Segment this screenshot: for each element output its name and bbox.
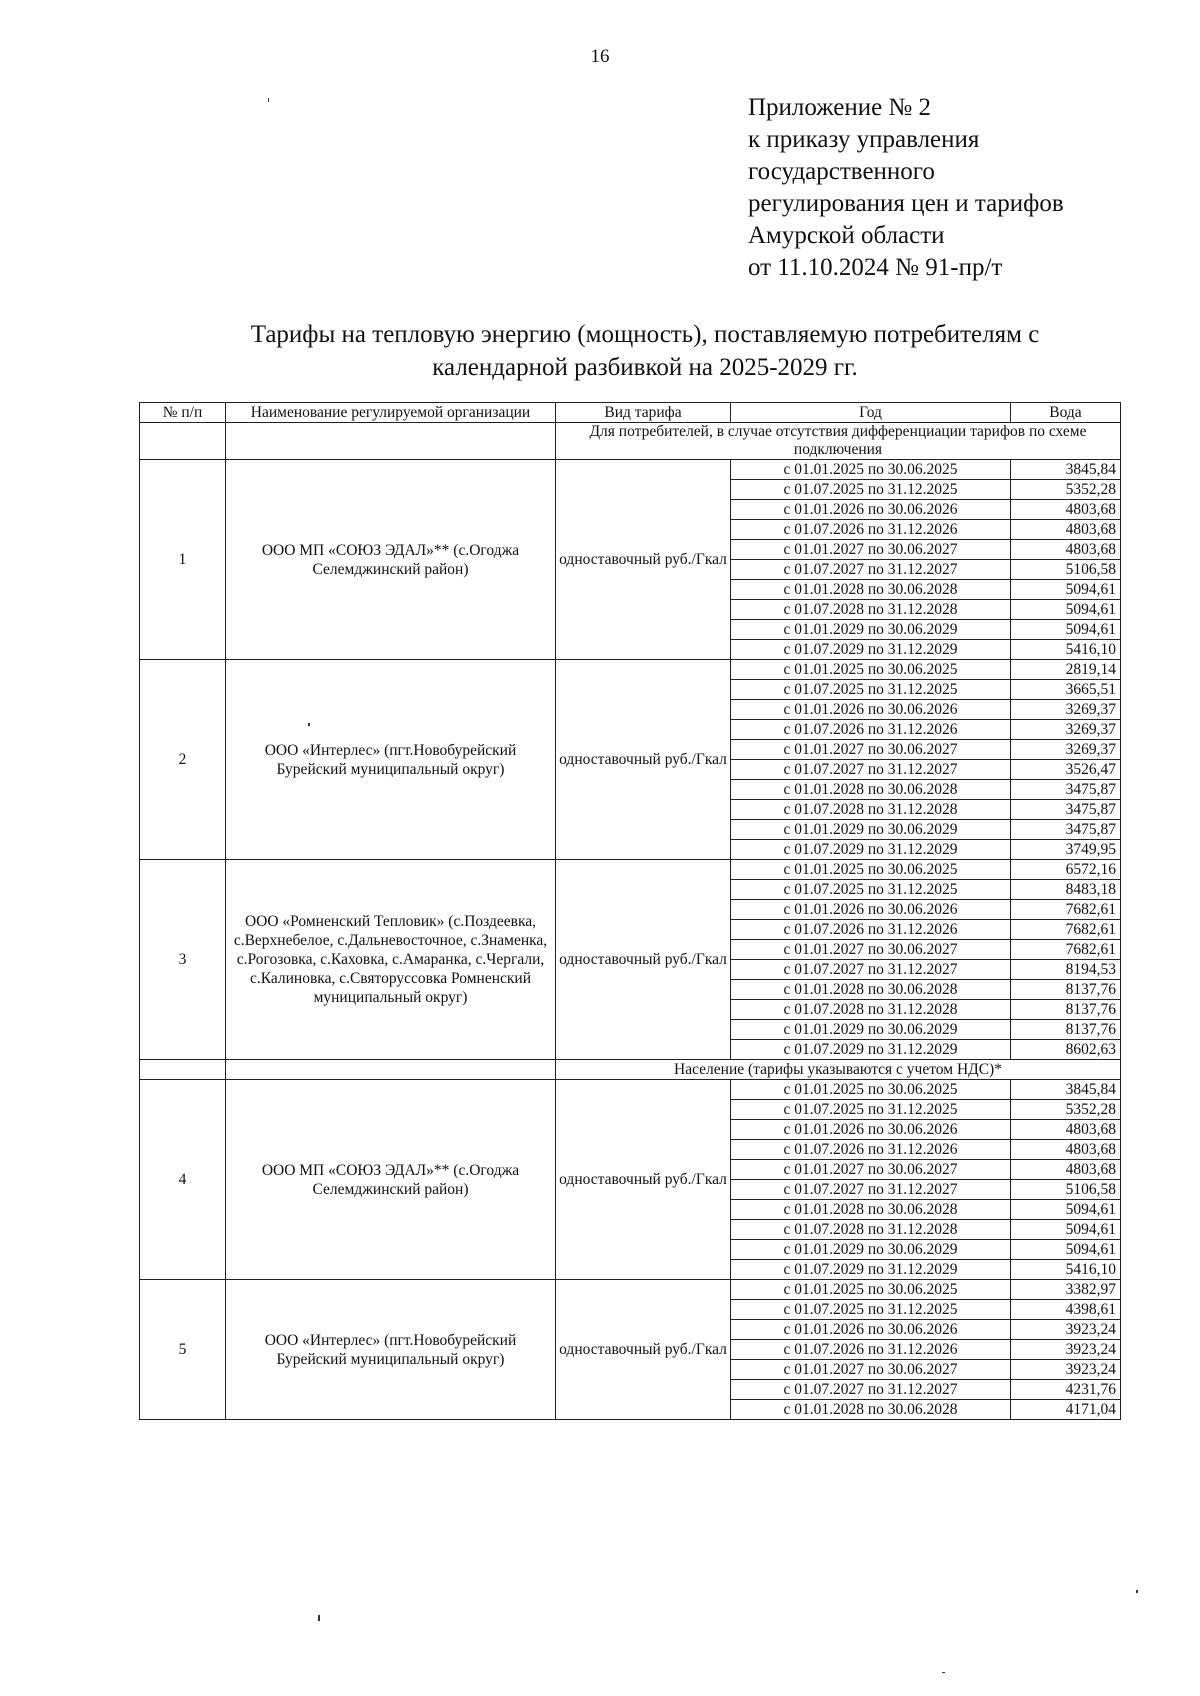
row-number: 3 [140, 860, 226, 1060]
period-cell: с 01.07.2025 по 31.12.2025 [731, 1300, 1011, 1320]
period-cell: с 01.01.2025 по 30.06.2025 [731, 460, 1011, 480]
water-value-cell: 7682,61 [1011, 920, 1121, 940]
row-number: 5 [140, 1280, 226, 1420]
table-row [140, 1080, 1121, 1100]
header-type: Вид тарифа [556, 403, 731, 423]
section-row [140, 423, 1121, 460]
water-value-cell: 5094,61 [1011, 1240, 1121, 1260]
appendix-line: государственного [748, 158, 935, 185]
appendix-line: регулирования цен и тарифов [748, 190, 1064, 217]
water-value-cell: 8137,76 [1011, 1000, 1121, 1020]
water-value-cell: 6572,16 [1011, 860, 1121, 880]
scan-speck [942, 1672, 945, 1673]
appendix-line: Приложение № 2 [748, 94, 932, 121]
period-cell: с 01.01.2027 по 30.06.2027 [731, 540, 1011, 560]
organization-name: ООО «Интерлес» (пгт.Новобурейский Бурейский муниципальный округ) [226, 660, 556, 860]
organization-name: ООО «Ромненский Тепловик» (с.Поздеевка, с.Верхнебелое, с.Дальневосточное, с.Знаменка, с.Рогозовка, с.Каховка, с.Амаранка, с.Чергали, с.Калиновка, с.Святоруссовка Ромненский муниципальный округ) [226, 860, 556, 1060]
water-value-cell: 5416,10 [1011, 640, 1121, 660]
period-cell: с 01.01.2027 по 30.06.2027 [731, 940, 1011, 960]
header-year: Год [731, 403, 1011, 423]
period-cell: с 01.07.2028 по 31.12.2028 [731, 1220, 1011, 1240]
period-cell: с 01.07.2025 по 31.12.2025 [731, 880, 1011, 900]
water-value-cell: 4803,68 [1011, 1140, 1121, 1160]
appendix-block [748, 92, 1064, 284]
water-value-cell: 4803,68 [1011, 520, 1121, 540]
tariff-type: одноставочный руб./Гкал [556, 1080, 731, 1280]
period-cell: с 01.01.2025 по 30.06.2025 [731, 860, 1011, 880]
table-row [140, 660, 1121, 680]
period-cell: с 01.01.2027 по 30.06.2027 [731, 1360, 1011, 1380]
table-row [140, 460, 1121, 480]
water-value-cell: 3923,24 [1011, 1340, 1121, 1360]
water-value-cell: 5352,28 [1011, 1100, 1121, 1120]
appendix-line: к приказу управления [748, 126, 980, 153]
water-value-cell: 8137,76 [1011, 980, 1121, 1000]
period-cell: с 01.07.2028 по 31.12.2028 [731, 600, 1011, 620]
period-cell: с 01.01.2027 по 30.06.2027 [731, 1160, 1011, 1180]
period-cell: с 01.07.2026 по 31.12.2026 [731, 1140, 1011, 1160]
water-value-cell: 5352,28 [1011, 480, 1121, 500]
period-cell: с 01.07.2025 по 31.12.2025 [731, 680, 1011, 700]
title-line: Тарифы на тепловую энергию (мощность), поставляемую потребителям с [250, 321, 1040, 348]
water-value-cell: 4398,61 [1011, 1300, 1121, 1320]
water-value-cell: 8483,18 [1011, 880, 1121, 900]
water-value-cell: 8602,63 [1011, 1040, 1121, 1060]
water-value-cell: 3845,84 [1011, 460, 1121, 480]
section-row [140, 1060, 1121, 1080]
tariff-type: одноставочный руб./Гкал [556, 1280, 731, 1420]
water-value-cell: 8194,53 [1011, 960, 1121, 980]
water-value-cell: 3749,95 [1011, 840, 1121, 860]
water-value-cell: 3269,37 [1011, 720, 1121, 740]
section-label: Население (тарифы указываются с учетом НДС)* [556, 1060, 1121, 1080]
water-value-cell: 5106,58 [1011, 560, 1121, 580]
organization-name: ООО МП «СОЮЗ ЭДАЛ»** (с.Огоджа Селемджинский район) [226, 460, 556, 660]
scan-speck [1136, 1590, 1138, 1593]
water-value-cell: 3845,84 [1011, 1080, 1121, 1100]
water-value-cell: 3269,37 [1011, 700, 1121, 720]
period-cell: с 01.01.2029 по 30.06.2029 [731, 1020, 1011, 1040]
water-value-cell: 5094,61 [1011, 1200, 1121, 1220]
water-value-cell: 4171,04 [1011, 1400, 1121, 1420]
water-value-cell: 4803,68 [1011, 540, 1121, 560]
period-cell: с 01.01.2025 по 30.06.2025 [731, 1280, 1011, 1300]
scan-speck [308, 723, 310, 726]
organization-name: ООО «Интерлес» (пгт.Новобурейский Бурейский муниципальный округ) [226, 1280, 556, 1420]
period-cell: с 01.07.2029 по 31.12.2029 [731, 1260, 1011, 1280]
period-cell: с 01.01.2029 по 30.06.2029 [731, 620, 1011, 640]
period-cell: с 01.01.2028 по 30.06.2028 [731, 780, 1011, 800]
period-cell: с 01.07.2028 по 31.12.2028 [731, 1000, 1011, 1020]
period-cell: с 01.07.2026 по 31.12.2026 [731, 1340, 1011, 1360]
period-cell: с 01.01.2028 по 30.06.2028 [731, 980, 1011, 1000]
period-cell: с 01.01.2026 по 30.06.2026 [731, 1120, 1011, 1140]
section-empty-cell [140, 1060, 226, 1080]
period-cell: с 01.07.2029 по 31.12.2029 [731, 840, 1011, 860]
page-number: 16 [590, 46, 610, 67]
period-cell: с 01.07.2027 по 31.12.2027 [731, 560, 1011, 580]
period-cell: с 01.07.2029 по 31.12.2029 [731, 1040, 1011, 1060]
header-org: Наименование регулируемой организации [226, 403, 556, 423]
period-cell: с 01.07.2025 по 31.12.2025 [731, 1100, 1011, 1120]
row-number: 2 [140, 660, 226, 860]
water-value-cell: 5416,10 [1011, 1260, 1121, 1280]
period-cell: с 01.07.2029 по 31.12.2029 [731, 640, 1011, 660]
table-row [140, 860, 1121, 880]
water-value-cell: 7682,61 [1011, 900, 1121, 920]
row-number: 1 [140, 460, 226, 660]
water-value-cell: 8137,76 [1011, 1020, 1121, 1040]
period-cell: с 01.01.2027 по 30.06.2027 [731, 740, 1011, 760]
water-value-cell: 3475,87 [1011, 780, 1121, 800]
water-value-cell: 4803,68 [1011, 500, 1121, 520]
period-cell: с 01.07.2028 по 31.12.2028 [731, 800, 1011, 820]
tariffs-table [139, 402, 1121, 1420]
appendix-line: от 11.10.2024 № 91-пр/т [748, 254, 1003, 281]
period-cell: с 01.07.2027 по 31.12.2027 [731, 960, 1011, 980]
water-value-cell: 3526,47 [1011, 760, 1121, 780]
organization-name: ООО МП «СОЮЗ ЭДАЛ»** (с.Огоджа Селемджинский район) [226, 1080, 556, 1280]
water-value-cell: 5094,61 [1011, 620, 1121, 640]
water-value-cell: 5094,61 [1011, 1220, 1121, 1240]
water-value-cell: 7682,61 [1011, 940, 1121, 960]
table-header-row [140, 403, 1121, 423]
period-cell: с 01.01.2025 по 30.06.2025 [731, 660, 1011, 680]
period-cell: с 01.07.2025 по 31.12.2025 [731, 480, 1011, 500]
water-value-cell: 4231,76 [1011, 1380, 1121, 1400]
period-cell: с 01.01.2026 по 30.06.2026 [731, 700, 1011, 720]
period-cell: с 01.07.2026 по 31.12.2026 [731, 920, 1011, 940]
period-cell: с 01.01.2025 по 30.06.2025 [731, 1080, 1011, 1100]
water-value-cell: 4803,68 [1011, 1120, 1121, 1140]
water-value-cell: 5094,61 [1011, 580, 1121, 600]
period-cell: с 01.07.2026 по 31.12.2026 [731, 720, 1011, 740]
appendix-line: Амурской области [748, 222, 945, 249]
section-empty-cell [226, 1060, 556, 1080]
tariff-type: одноставочный руб./Гкал [556, 860, 731, 1060]
water-value-cell: 5106,58 [1011, 1180, 1121, 1200]
period-cell: с 01.01.2026 по 30.06.2026 [731, 500, 1011, 520]
table-row [140, 1280, 1121, 1300]
title-line: календарной разбивкой на 2025-2029 гг. [432, 354, 858, 381]
section-label: Для потребителей, в случае отсутствия дифференциации тарифов по схеме подключения [556, 423, 1121, 460]
water-value-cell: 2819,14 [1011, 660, 1121, 680]
period-cell: с 01.07.2027 по 31.12.2027 [731, 1180, 1011, 1200]
period-cell: с 01.01.2028 по 30.06.2028 [731, 1400, 1011, 1420]
row-number: 4 [140, 1080, 226, 1280]
water-value-cell: 4803,68 [1011, 1160, 1121, 1180]
section-empty-cell [140, 423, 226, 460]
tariff-type: одноставочный руб./Гкал [556, 460, 731, 660]
period-cell: с 01.01.2028 по 30.06.2028 [731, 1200, 1011, 1220]
period-cell: с 01.07.2027 по 31.12.2027 [731, 1380, 1011, 1400]
header-num: № п/п [140, 403, 226, 423]
water-value-cell: 3475,87 [1011, 800, 1121, 820]
header-water: Вода [1011, 403, 1121, 423]
period-cell: с 01.01.2026 по 30.06.2026 [731, 1320, 1011, 1340]
period-cell: с 01.01.2026 по 30.06.2026 [731, 900, 1011, 920]
water-value-cell: 3923,24 [1011, 1360, 1121, 1380]
water-value-cell: 5094,61 [1011, 600, 1121, 620]
period-cell: с 01.01.2029 по 30.06.2029 [731, 820, 1011, 840]
water-value-cell: 3382,97 [1011, 1280, 1121, 1300]
document-title [150, 318, 1140, 384]
water-value-cell: 3665,51 [1011, 680, 1121, 700]
period-cell: с 01.07.2027 по 31.12.2027 [731, 760, 1011, 780]
section-empty-cell [226, 423, 556, 460]
scan-speck [268, 98, 269, 102]
water-value-cell: 3923,24 [1011, 1320, 1121, 1340]
period-cell: с 01.01.2029 по 30.06.2029 [731, 1240, 1011, 1260]
period-cell: с 01.01.2028 по 30.06.2028 [731, 580, 1011, 600]
scan-speck [318, 1615, 320, 1621]
period-cell: с 01.07.2026 по 31.12.2026 [731, 520, 1011, 540]
water-value-cell: 3269,37 [1011, 740, 1121, 760]
tariff-type: одноставочный руб./Гкал [556, 660, 731, 860]
water-value-cell: 3475,87 [1011, 820, 1121, 840]
